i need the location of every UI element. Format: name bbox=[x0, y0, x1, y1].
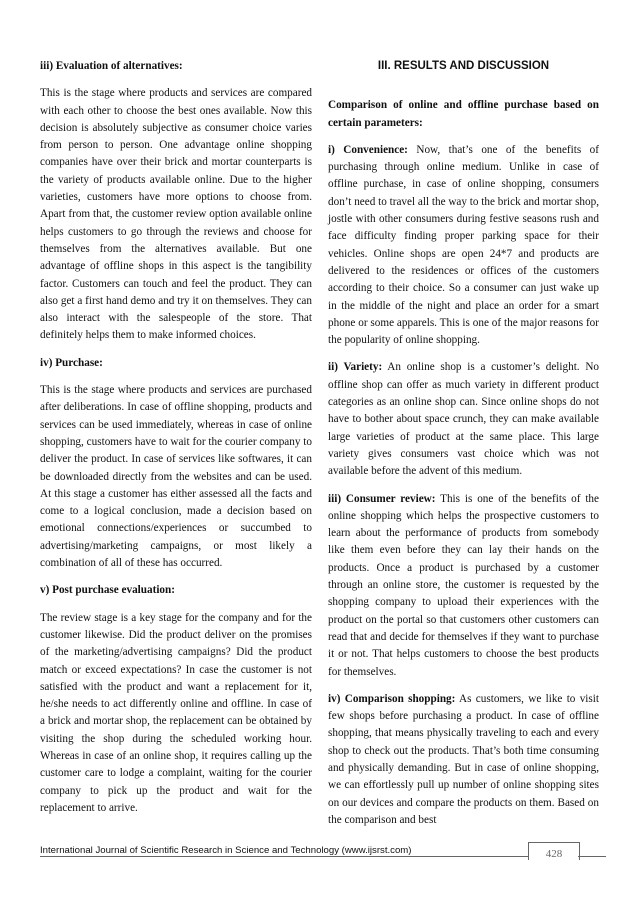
footer-rule-right bbox=[578, 856, 606, 857]
heading-purchase: iv) Purchase: bbox=[40, 356, 103, 369]
paragraph-purchase: This is the stage where products and services are purchased after deliberations. In case of offline shopping, products and services can be used immediately, whereas in case of online shopping, customers have to wait for the courier company to deliver the product. In case of services like softwares, it can be downloaded directly from the websites and can be used. At this stage a customer has either assessed all the facts and come to a logical conclusion, made a decision based on emotional connections/experiences or succumbed to advertising/marketing campaigns, or most likely a combination of all of these has occurred. bbox=[40, 384, 312, 570]
text-variety: An online shop is a customer’s delight. No offline shop can offer as much variety in different product categories as an online shop can. Since online shops do not have to bother about space crunch, they can make available large varieties of product at the same place. This large variety gives consumers vast choice which was not available before the advent of this medium. bbox=[328, 361, 600, 478]
right-column bbox=[328, 58, 599, 839]
lead-variety: ii) Variety: bbox=[328, 361, 383, 374]
page-number: 428 bbox=[528, 842, 580, 860]
paragraph-post-purchase: The review stage is a key stage for the company and for the customer likewise. Did the product deliver on the promises of the marketing/advertising campaigns? Did the product match or exceed expectations? In case the customer is not satisfied with the product and want a replacement for it, he/she needs to act differently online and offline. In case of a brick and mortar shop, the replacement can be obtained by visiting the shop during the scheduled working hour. Whereas in case of an online shop, it requires calling up the customer care to lodge a complaint, waiting for the courier company to pick up the product and wait for the replacement to arrive. bbox=[40, 611, 312, 814]
paragraph-comparison bbox=[328, 691, 599, 829]
text-convenience: Now, that’s one of the benefits of purchasing through online medium. Unlike in case of offline purchase, in case of online shopping, consumers don’t need to travel all the way to the brick and mortar shop, jostle with other consumers during festive seasons rush and face difficulty finding proper parking space for their vehicles. Online shops are open 24*7 and products are delivered to the residences or offices of the customers according to their choice. So a consumer can just wake up in the middle of the night and place an order for a smart phone or some apparels. This is one of the major reasons for the popularity of online shopping. bbox=[328, 143, 600, 347]
lead-comparison: iv) Comparison shopping: bbox=[328, 692, 456, 705]
heading-evaluation: iii) Evaluation of alternatives: bbox=[40, 60, 183, 72]
lead-consumer-review: iii) Consumer review: bbox=[328, 492, 436, 505]
heading-post-purchase: v) Post purchase evaluation: bbox=[40, 584, 175, 597]
paragraph-variety bbox=[328, 359, 599, 480]
left-column bbox=[40, 58, 312, 827]
paragraph-consumer-review bbox=[328, 491, 599, 681]
lead-convenience: i) Convenience: bbox=[328, 143, 408, 156]
footer-journal: International Journal of Scientific Research in Science and Technology (www.ijsrst.com) bbox=[40, 845, 412, 856]
footer-rule-left bbox=[40, 856, 528, 857]
intro-heading: Comparison of online and offline purchase based on certain parameters: bbox=[328, 99, 599, 129]
paragraph-evaluation: This is the stage where products and services are compared with each other to choose the best ones available. Now this decision is absolutely subjective as consumer choice varies from person to person. One advantage online shopping companies have over their brick and mortar counterparts is the variety of products available online. Due to the higher varieties, customers have more options to choose from. Apart from that, the customer review option available online helps customers to go through the reviews and choose for themselves from the alternatives available. But one advantage of offline shops in this aspect is the tangibility factor. Customers can touch and feel the product. They can also get a first hand demo and try it on themselves. They can also interact with the salespeople of the store. That definitely helps them to make informed choices. bbox=[40, 87, 312, 342]
text-consumer-review: This is one of the benefits of the online shopping which helps the prospective customers to learn about the performance of products from somebody like them even before they can lay their hands on the products. Once a product is purchased by a customer through an online store, the customer is requested by the shopping company to upload their experiences with the product on the portal so that customers other customers can read that and decide for themselves if they want to purchase it or not. That helps customers to choose the best products for themselves. bbox=[328, 492, 599, 678]
paragraph-convenience bbox=[328, 142, 599, 350]
section-title: III. RESULTS AND DISCUSSION bbox=[377, 60, 550, 72]
text-comparison: As customers, we like to visit few shops before purchasing a product. In case of offline shopping, that means physically traveling to each and every shop to check out the products. That’s both time consuming and physically demanding. But in case of online shopping, we can effortlessly pull up number of online shopping sites on our devices and compare the products on them. Based on the comparison and best bbox=[328, 692, 599, 826]
